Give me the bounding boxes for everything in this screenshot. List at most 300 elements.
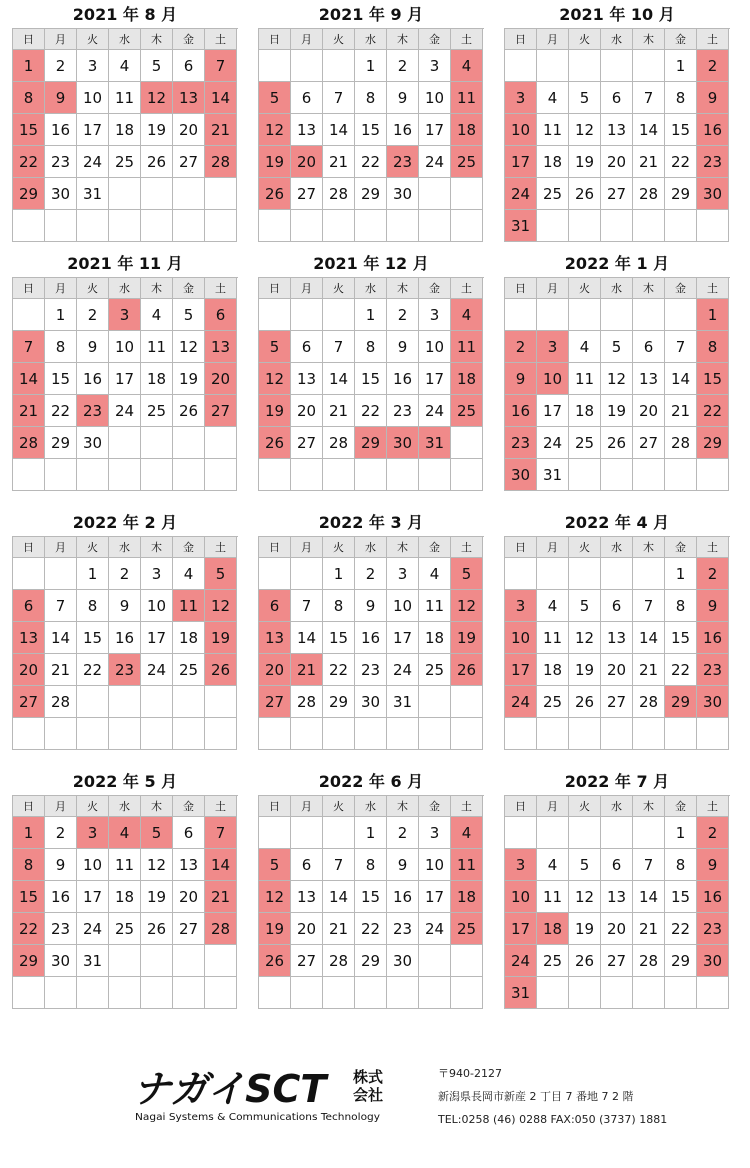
weekday-header: 水 — [355, 537, 387, 558]
empty-date-cell — [77, 718, 109, 750]
empty-date-cell — [109, 718, 141, 750]
date-cell: 4 — [569, 331, 601, 363]
week-row — [13, 146, 238, 178]
weekday-header: 月 — [45, 29, 77, 50]
date-cell: 14 — [291, 622, 323, 654]
empty-date-cell — [569, 50, 601, 82]
date-cell: 24 — [419, 146, 451, 178]
weekday-header: 水 — [109, 537, 141, 558]
week-row — [259, 178, 484, 210]
holiday-date-cell: 26 — [451, 654, 483, 686]
holiday-date-cell: 23 — [387, 146, 419, 178]
date-cell: 31 — [537, 459, 569, 491]
holiday-date-cell: 31 — [505, 977, 537, 1009]
date-cell: 29 — [665, 945, 697, 977]
date-cell: 17 — [537, 395, 569, 427]
week-row — [259, 817, 484, 849]
month-grid — [504, 536, 730, 750]
holiday-date-cell: 21 — [205, 114, 237, 146]
empty-date-cell — [505, 718, 537, 750]
holiday-date-cell: 12 — [141, 82, 173, 114]
week-row — [259, 299, 484, 331]
weekday-header: 金 — [173, 537, 205, 558]
date-cell: 7 — [291, 590, 323, 622]
empty-date-cell — [419, 977, 451, 1009]
empty-date-cell — [109, 459, 141, 491]
empty-date-cell — [633, 459, 665, 491]
month-title: 2022 年 3 月 — [318, 513, 424, 532]
empty-date-cell — [451, 945, 483, 977]
date-cell: 27 — [601, 178, 633, 210]
holiday-date-cell: 29 — [355, 427, 387, 459]
address: 新潟県長岡市新産 2 丁目 7 番地 7 2 階 — [438, 1090, 634, 1103]
date-cell: 23 — [45, 913, 77, 945]
weekday-header: 木 — [141, 796, 173, 817]
empty-date-cell — [205, 977, 237, 1009]
date-cell: 19 — [569, 146, 601, 178]
holiday-date-cell: 18 — [451, 881, 483, 913]
date-cell: 27 — [601, 686, 633, 718]
weekday-header: 月 — [537, 278, 569, 299]
weekday-header: 木 — [141, 537, 173, 558]
holiday-date-cell: 26 — [259, 427, 291, 459]
date-cell: 25 — [173, 654, 205, 686]
date-cell: 27 — [633, 427, 665, 459]
month-grid — [12, 277, 238, 491]
empty-date-cell — [205, 178, 237, 210]
logo-company-line1: 株式 — [353, 1068, 384, 1086]
weekday-header: 日 — [505, 537, 537, 558]
date-cell: 23 — [355, 654, 387, 686]
date-cell: 9 — [45, 849, 77, 881]
date-cell: 11 — [109, 82, 141, 114]
date-cell: 20 — [173, 881, 205, 913]
week-row — [505, 331, 730, 363]
date-cell: 18 — [109, 114, 141, 146]
date-cell: 18 — [109, 881, 141, 913]
date-cell: 1 — [77, 558, 109, 590]
weekday-header-row — [13, 29, 238, 50]
date-cell: 26 — [569, 178, 601, 210]
holiday-date-cell: 11 — [451, 849, 483, 881]
weekday-header-row — [505, 278, 730, 299]
weekday-header: 木 — [387, 278, 419, 299]
holiday-date-cell: 24 — [505, 945, 537, 977]
date-cell: 15 — [45, 363, 77, 395]
date-cell: 15 — [355, 363, 387, 395]
holiday-date-cell: 25 — [451, 395, 483, 427]
date-cell: 16 — [77, 363, 109, 395]
date-cell: 2 — [45, 817, 77, 849]
date-cell: 16 — [387, 881, 419, 913]
date-cell: 20 — [601, 654, 633, 686]
date-cell: 16 — [45, 114, 77, 146]
empty-date-cell — [173, 178, 205, 210]
holiday-date-cell: 7 — [13, 331, 45, 363]
empty-date-cell — [141, 459, 173, 491]
date-cell: 3 — [387, 558, 419, 590]
holiday-date-cell: 26 — [259, 178, 291, 210]
holiday-date-cell: 30 — [387, 427, 419, 459]
month-title: 2021 年 10 月 — [559, 5, 675, 24]
week-row — [259, 558, 484, 590]
week-row — [505, 718, 730, 750]
date-cell: 22 — [665, 654, 697, 686]
week-row — [13, 590, 238, 622]
empty-date-cell — [173, 427, 205, 459]
holiday-date-cell: 22 — [13, 146, 45, 178]
date-cell: 11 — [537, 622, 569, 654]
empty-date-cell — [13, 299, 45, 331]
date-cell: 29 — [665, 178, 697, 210]
date-cell: 30 — [355, 686, 387, 718]
holiday-date-cell: 2 — [697, 558, 729, 590]
date-cell: 20 — [633, 395, 665, 427]
date-cell: 22 — [355, 913, 387, 945]
holiday-date-cell: 21 — [13, 395, 45, 427]
date-cell: 12 — [173, 331, 205, 363]
date-cell: 3 — [141, 558, 173, 590]
weekday-header-row — [259, 537, 484, 558]
weekday-header: 火 — [77, 537, 109, 558]
weekday-header: 日 — [259, 796, 291, 817]
date-cell: 28 — [323, 178, 355, 210]
holiday-date-cell: 16 — [697, 622, 729, 654]
date-cell: 13 — [291, 881, 323, 913]
weekday-header: 月 — [537, 537, 569, 558]
holiday-date-cell: 29 — [697, 427, 729, 459]
date-cell: 17 — [77, 881, 109, 913]
holiday-date-cell: 30 — [697, 686, 729, 718]
empty-date-cell — [387, 459, 419, 491]
date-cell: 24 — [387, 654, 419, 686]
empty-date-cell — [537, 558, 569, 590]
empty-date-cell — [633, 50, 665, 82]
date-cell: 17 — [419, 114, 451, 146]
holiday-date-cell: 11 — [451, 331, 483, 363]
week-row — [259, 686, 484, 718]
holiday-date-cell: 16 — [697, 881, 729, 913]
week-row — [259, 654, 484, 686]
date-cell: 10 — [77, 849, 109, 881]
holiday-date-cell: 29 — [13, 178, 45, 210]
weekday-header-row — [13, 537, 238, 558]
date-cell: 15 — [77, 622, 109, 654]
date-cell: 8 — [355, 82, 387, 114]
date-cell: 8 — [323, 590, 355, 622]
weekday-header: 水 — [109, 278, 141, 299]
week-row — [259, 977, 484, 1009]
company-logo — [133, 1062, 388, 1126]
date-cell: 24 — [537, 427, 569, 459]
date-cell: 5 — [601, 331, 633, 363]
date-cell: 24 — [77, 913, 109, 945]
empty-date-cell — [323, 817, 355, 849]
empty-date-cell — [259, 718, 291, 750]
empty-date-cell — [355, 459, 387, 491]
weekday-header: 金 — [665, 537, 697, 558]
date-cell: 14 — [665, 363, 697, 395]
empty-date-cell — [601, 817, 633, 849]
date-cell: 25 — [537, 686, 569, 718]
weekday-header: 日 — [505, 29, 537, 50]
date-cell: 10 — [387, 590, 419, 622]
date-cell: 26 — [141, 146, 173, 178]
date-cell: 11 — [537, 114, 569, 146]
month-title: 2021 年 8 月 — [72, 5, 178, 24]
date-cell: 23 — [387, 913, 419, 945]
holiday-date-cell: 5 — [451, 558, 483, 590]
weekday-header: 木 — [387, 796, 419, 817]
date-cell: 6 — [291, 331, 323, 363]
date-cell: 20 — [291, 395, 323, 427]
logo-graphic — [133, 1062, 388, 1126]
empty-date-cell — [323, 459, 355, 491]
weekday-header: 日 — [13, 796, 45, 817]
week-row — [505, 210, 730, 242]
date-cell: 18 — [173, 622, 205, 654]
weekday-header: 土 — [205, 278, 237, 299]
date-cell: 15 — [665, 622, 697, 654]
holiday-date-cell: 29 — [665, 686, 697, 718]
date-cell: 1 — [45, 299, 77, 331]
empty-date-cell — [45, 459, 77, 491]
holiday-date-cell: 18 — [537, 913, 569, 945]
holiday-date-cell: 25 — [451, 913, 483, 945]
date-cell: 1 — [355, 817, 387, 849]
weekday-header: 月 — [291, 29, 323, 50]
week-row — [505, 590, 730, 622]
empty-date-cell — [387, 718, 419, 750]
weekday-header: 月 — [537, 796, 569, 817]
holiday-date-cell: 13 — [259, 622, 291, 654]
date-cell: 25 — [419, 654, 451, 686]
empty-date-cell — [601, 210, 633, 242]
weekday-header: 水 — [601, 537, 633, 558]
empty-date-cell — [173, 977, 205, 1009]
empty-date-cell — [569, 299, 601, 331]
holiday-date-cell: 16 — [697, 114, 729, 146]
date-cell: 1 — [665, 50, 697, 82]
week-row — [13, 686, 238, 718]
weekday-header: 日 — [505, 278, 537, 299]
date-cell: 20 — [601, 913, 633, 945]
empty-date-cell — [537, 718, 569, 750]
holiday-date-cell: 13 — [205, 331, 237, 363]
empty-date-cell — [633, 718, 665, 750]
holiday-date-cell: 17 — [505, 654, 537, 686]
holiday-date-cell: 13 — [173, 82, 205, 114]
holiday-date-cell: 21 — [291, 654, 323, 686]
weekday-header: 金 — [173, 29, 205, 50]
empty-date-cell — [141, 427, 173, 459]
week-row — [259, 913, 484, 945]
date-cell: 14 — [633, 881, 665, 913]
date-cell: 30 — [45, 178, 77, 210]
holiday-date-cell: 30 — [697, 945, 729, 977]
holiday-date-cell: 27 — [13, 686, 45, 718]
holiday-date-cell: 25 — [451, 146, 483, 178]
date-cell: 22 — [45, 395, 77, 427]
empty-date-cell — [141, 718, 173, 750]
weekday-header: 日 — [259, 29, 291, 50]
month-title: 2022 年 2 月 — [72, 513, 178, 532]
week-row — [13, 178, 238, 210]
date-cell: 17 — [419, 363, 451, 395]
holiday-date-cell: 5 — [141, 817, 173, 849]
date-cell: 8 — [665, 849, 697, 881]
date-cell: 30 — [387, 945, 419, 977]
holiday-date-cell: 31 — [505, 210, 537, 242]
week-row — [505, 977, 730, 1009]
date-cell: 2 — [387, 817, 419, 849]
weekday-header: 木 — [141, 29, 173, 50]
empty-date-cell — [109, 427, 141, 459]
week-row — [505, 363, 730, 395]
empty-date-cell — [13, 459, 45, 491]
empty-date-cell — [259, 558, 291, 590]
weekday-header: 水 — [109, 29, 141, 50]
logo-company-line2: 会社 — [353, 1086, 384, 1104]
empty-date-cell — [505, 817, 537, 849]
date-cell: 22 — [77, 654, 109, 686]
empty-date-cell — [601, 718, 633, 750]
date-cell: 25 — [109, 146, 141, 178]
holiday-date-cell: 27 — [259, 686, 291, 718]
date-cell: 5 — [569, 590, 601, 622]
holiday-date-cell: 28 — [205, 146, 237, 178]
weekday-header: 水 — [355, 796, 387, 817]
week-row — [505, 558, 730, 590]
month-grid — [12, 795, 238, 1009]
holiday-date-cell: 4 — [109, 817, 141, 849]
week-row — [505, 114, 730, 146]
date-cell: 7 — [633, 849, 665, 881]
weekday-header: 木 — [633, 29, 665, 50]
date-cell: 7 — [633, 590, 665, 622]
holiday-date-cell: 9 — [697, 82, 729, 114]
week-row — [259, 395, 484, 427]
empty-date-cell — [205, 686, 237, 718]
weekday-header-row — [13, 796, 238, 817]
empty-date-cell — [537, 977, 569, 1009]
date-cell: 14 — [323, 881, 355, 913]
date-cell: 28 — [633, 686, 665, 718]
date-cell: 28 — [45, 686, 77, 718]
holiday-date-cell: 1 — [13, 50, 45, 82]
date-cell: 22 — [665, 146, 697, 178]
empty-date-cell — [665, 977, 697, 1009]
date-cell: 3 — [77, 50, 109, 82]
date-cell: 22 — [323, 654, 355, 686]
weekday-header: 月 — [45, 796, 77, 817]
holiday-date-cell: 10 — [505, 622, 537, 654]
holiday-date-cell: 28 — [13, 427, 45, 459]
date-cell: 8 — [355, 331, 387, 363]
empty-date-cell — [505, 50, 537, 82]
date-cell: 10 — [419, 849, 451, 881]
empty-date-cell — [355, 210, 387, 242]
date-cell: 13 — [291, 114, 323, 146]
date-cell: 13 — [173, 849, 205, 881]
date-cell: 7 — [323, 331, 355, 363]
weekday-header: 土 — [697, 796, 729, 817]
date-cell: 24 — [109, 395, 141, 427]
empty-date-cell — [259, 459, 291, 491]
logo-tagline: Nagai Systems & Communications Technology — [135, 1112, 381, 1123]
holiday-date-cell: 26 — [205, 654, 237, 686]
holiday-date-cell: 14 — [205, 849, 237, 881]
weekday-header: 火 — [323, 278, 355, 299]
date-cell: 16 — [387, 363, 419, 395]
month-grid — [504, 277, 730, 491]
week-row — [13, 913, 238, 945]
holiday-date-cell: 18 — [451, 363, 483, 395]
empty-date-cell — [291, 299, 323, 331]
week-row — [13, 114, 238, 146]
holiday-date-cell: 10 — [537, 363, 569, 395]
weekday-header: 火 — [569, 29, 601, 50]
date-cell: 7 — [665, 331, 697, 363]
month-grid — [258, 28, 484, 242]
holiday-date-cell: 30 — [697, 178, 729, 210]
empty-date-cell — [259, 299, 291, 331]
holiday-date-cell: 5 — [259, 331, 291, 363]
week-row — [259, 427, 484, 459]
date-cell: 26 — [601, 427, 633, 459]
date-cell: 12 — [569, 881, 601, 913]
empty-date-cell — [633, 210, 665, 242]
weekday-header: 火 — [323, 29, 355, 50]
weekday-header-row — [259, 278, 484, 299]
empty-date-cell — [355, 718, 387, 750]
holiday-date-cell: 20 — [205, 363, 237, 395]
holiday-date-cell: 1 — [13, 817, 45, 849]
empty-date-cell — [141, 686, 173, 718]
empty-date-cell — [601, 558, 633, 590]
holiday-date-cell: 5 — [259, 849, 291, 881]
date-cell: 17 — [419, 881, 451, 913]
holiday-date-cell: 19 — [205, 622, 237, 654]
month-grid — [258, 536, 484, 750]
date-cell: 6 — [173, 817, 205, 849]
date-cell: 18 — [569, 395, 601, 427]
date-cell: 14 — [323, 114, 355, 146]
date-cell: 19 — [141, 881, 173, 913]
empty-date-cell — [291, 558, 323, 590]
date-cell: 3 — [419, 50, 451, 82]
weekday-header: 火 — [77, 29, 109, 50]
empty-date-cell — [451, 686, 483, 718]
logo-main-text: ナガイSCT — [133, 1067, 327, 1111]
empty-date-cell — [505, 558, 537, 590]
weekday-header: 木 — [633, 537, 665, 558]
empty-date-cell — [109, 178, 141, 210]
date-cell: 5 — [173, 299, 205, 331]
holiday-date-cell: 17 — [505, 913, 537, 945]
weekday-header-row — [505, 29, 730, 50]
date-cell: 5 — [569, 849, 601, 881]
weekday-header: 日 — [259, 278, 291, 299]
holiday-date-cell: 14 — [13, 363, 45, 395]
weekday-header: 木 — [633, 278, 665, 299]
holiday-date-cell: 8 — [697, 331, 729, 363]
empty-date-cell — [259, 210, 291, 242]
date-cell: 25 — [537, 178, 569, 210]
date-cell: 9 — [109, 590, 141, 622]
week-row — [505, 146, 730, 178]
week-row — [505, 395, 730, 427]
